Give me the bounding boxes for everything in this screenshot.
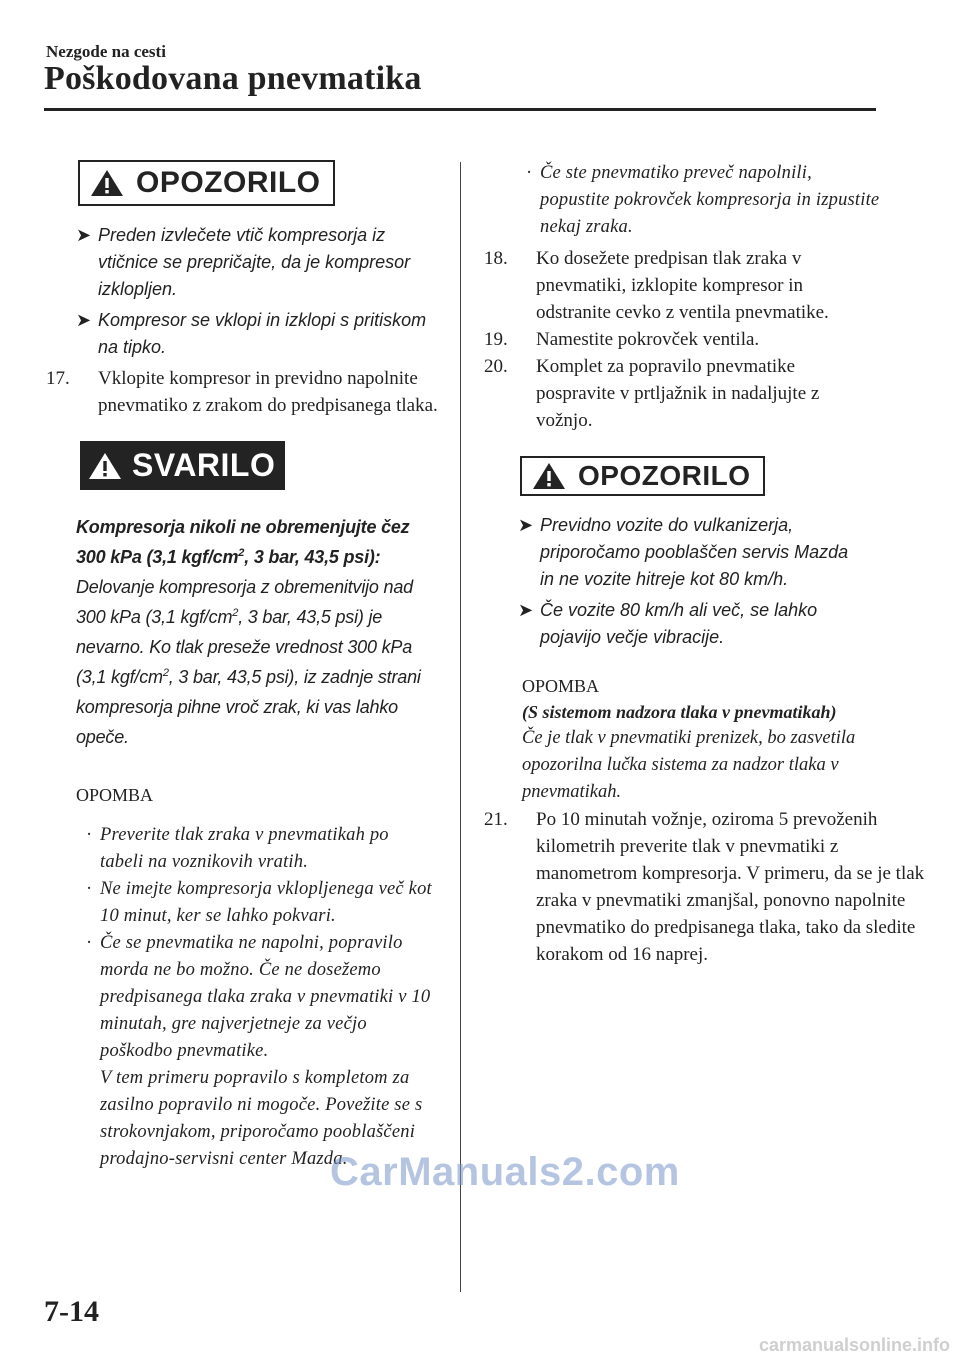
note-paragraph: V tem primeru popravilo s kompletom za zasilno popravilo ni mogoče. Povežite se s strokovnjakom, priporočamo pooblaščeni prodajno-servisni center Mazda.	[100, 1068, 423, 1169]
warning-box-1	[78, 160, 438, 206]
caution-heading: Kompresorja nikoli ne obremenjujte čez 300 kPa (3,1 kgf/$cm^2$, 3 bar, 43,5 psi):	[76, 517, 410, 567]
warning-items-2	[518, 512, 864, 651]
steps-18-20	[484, 245, 874, 434]
warning-item: ➤ Kompresor se vklopi in izklopi s pritiskom na tipko.	[76, 307, 428, 361]
note-block-2	[522, 673, 864, 806]
warning-item: ➤ Previdno vozite do vulkanizerja, priporočamo pooblaščen servis Mazda in ne vozite hitreje kot 80 km/h.	[518, 512, 864, 593]
watermark: CarManuals2.com	[330, 1150, 680, 1194]
warning-label: OPOZORILO	[136, 166, 321, 199]
caution-badge	[80, 441, 285, 490]
title-rule	[44, 108, 876, 111]
caution-box	[80, 441, 438, 490]
page-number: 7-14	[44, 1295, 99, 1328]
step-18: 18. Ko dosežete predpisan tlak zraka v pnevmatiki, izklopite kompresor in odstranite cevko z ventila pnevmatike.	[484, 248, 829, 323]
caution-label: SVARILO	[132, 447, 276, 483]
arrow-icon: ➤	[518, 515, 534, 535]
note-block	[76, 782, 436, 1173]
warning-badge-2	[520, 456, 765, 496]
note-text: Če je tlak v pnevmatiki prenizek, bo zasvetila opozorilna lučka sistema za nadzor tlaka v pnevmatikah.	[522, 728, 856, 802]
warning-box-2	[520, 456, 884, 496]
note-bullet: · Če se pnevmatika ne napolni, popravilo morda ne bo možno. Če ne dosežemo predpisanega tlaka zraka v pnevmatiki v 10 minutah, gre najverjetneje za večjo poškodbo pnevmatike.	[86, 933, 431, 1061]
note-bullet: · Ne imejte kompresorja vklopljenega več kot 10 minut, ker se lahko pokvari.	[86, 879, 432, 926]
note-heading: OPOMBA	[76, 785, 154, 805]
left-column	[46, 160, 438, 1173]
step-19: 19. Namestite pokrovček ventila.	[484, 329, 760, 350]
warning-badge-1	[78, 160, 335, 206]
step-20: 20. Komplet za popravilo pnevmatike pospravite v prtljažnik in nadaljujte z vožnjo.	[484, 356, 820, 431]
site-watermark: carmanualsonline.info	[758, 1335, 950, 1355]
step-21: 21. Po 10 minutah vožnje, oziroma 5 prevoženih kilometrih preverite tlak v pnevmatiki z manometrom kompresorja. V primeru, da se je tlak zraka v pnevmatiki zmanjšal, ponovno napolnite pnevmatiko do predpisanega tlaka, tako da sledite korakom od 16 naprej.	[484, 809, 925, 965]
note-subheading: (S sistemom nadzora tlaka v pnevmatikah)	[522, 702, 837, 722]
caution-body: Delovanje kompresorja z obremenitvijo nad 300 kPa (3,1 kgf/$cm^2$, 3 bar, 43,5 psi) je nevarno. Ko tlak preseže vrednost 300 kPa (3,1 kgf/$cm^2$, 3 bar, 43,5 psi), iz zadnje strani kompresorja pihne vroč zrak, ki vas lahko opeče.	[76, 577, 421, 747]
warning-label: OPOZORILO	[578, 460, 751, 491]
warning-item: ➤ Preden izvlečete vtič kompresorja iz vtičnice se prepričajte, da je kompresor izklopljen.	[76, 222, 428, 303]
right-bullet-top: · Če ste pnevmatiko preveč napolnili, popustite pokrovček kompresorja in izpustite nekaj zraka.	[526, 163, 880, 237]
caution-triangle-icon	[88, 451, 122, 481]
column-divider	[460, 162, 461, 1292]
step-17: 17. Vklopite kompresor in previdno napolnite pnevmatiko z zrakom do predpisanega tlaka.	[46, 368, 438, 416]
right-column	[484, 160, 925, 968]
arrow-icon: ➤	[518, 600, 534, 620]
section-label: Nezgode na cesti	[46, 42, 166, 61]
arrow-icon: ➤	[76, 225, 92, 245]
warning-items-1	[76, 222, 428, 361]
note-heading: OPOMBA	[522, 676, 600, 696]
page-title: Poškodovana pnevmatika	[44, 60, 422, 97]
warning-triangle-icon	[90, 168, 124, 198]
warning-item: ➤ Če vozite 80 km/h ali več, se lahko pojavijo večje vibracije.	[518, 597, 864, 651]
note-bullet: · Preverite tlak zraka v pnevmatikah po tabeli na voznikovih vratih.	[86, 825, 389, 872]
warning-triangle-icon	[532, 461, 566, 491]
caution-text	[76, 512, 436, 752]
arrow-icon: ➤	[76, 310, 92, 330]
